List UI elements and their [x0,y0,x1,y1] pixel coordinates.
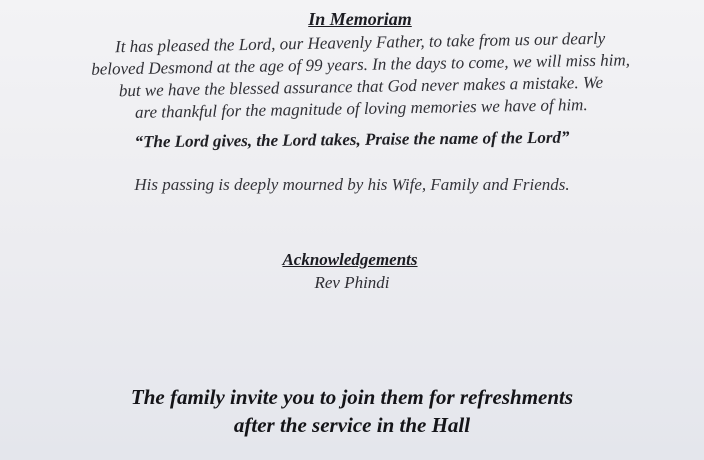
mourning-statement: His passing is deeply mourned by his Wife, Family and Friends. [134,175,570,194]
memoriam-paragraph [20,26,701,126]
acknowledgement-name: Rev Phindi [314,273,390,292]
memoriam-line: It has pleased the Lord, our Heavenly Father, to take from us our dearly [114,28,606,57]
memoriam-line: beloved Desmond at the age of 99 years. In the days to come, we will miss him, [91,50,631,79]
memoriam-heading: In Memoriam [308,9,412,29]
acknowledgements-heading: Acknowledgements [282,250,418,269]
scripture-quote: “The Lord gives, the Lord takes, Praise the name of the Lord” [134,127,570,152]
memoriam-line: are thankful for the magnitude of loving memories we have of him. [134,95,588,122]
invitation-line: The family invite you to join them for refreshments [130,385,574,409]
refreshments-invitation [0,383,704,439]
invitation-line: after the service in the Hall [233,413,471,437]
memoriam-line: but we have the blessed assurance that God never makes a mistake. We [118,72,604,101]
